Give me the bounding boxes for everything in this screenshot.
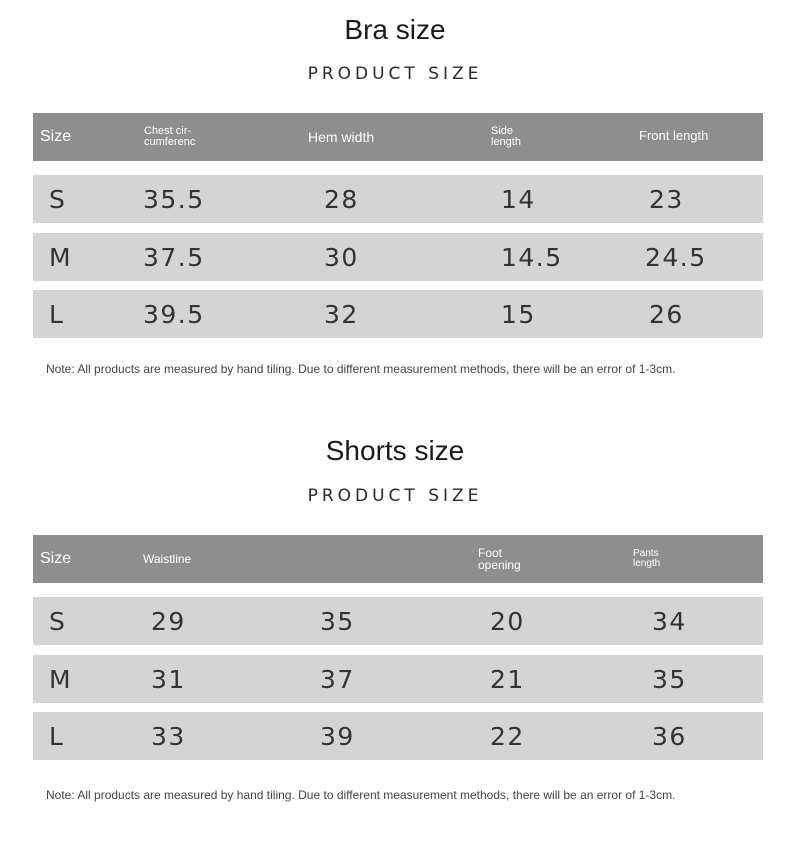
shorts-row-l — [33, 712, 763, 760]
header-size: Size — [40, 128, 72, 145]
row-size: L — [49, 721, 65, 751]
header-front-length: Front length — [639, 127, 709, 143]
row-waist: 29 — [151, 606, 186, 636]
row-pants: 36 — [652, 721, 687, 751]
row-foot: 22 — [490, 721, 525, 751]
row-hip: 39 — [320, 721, 355, 751]
header-size: Size — [40, 550, 72, 567]
header-pants-line2: length — [633, 558, 661, 569]
header-chest-circumference — [144, 113, 195, 161]
bra-row-s — [33, 175, 763, 223]
row-hip: 35 — [320, 606, 355, 636]
header-foot-line2: opening — [478, 558, 521, 572]
header-side-line2: length — [491, 136, 521, 148]
bra-row-l — [33, 290, 763, 338]
row-chest: 37.5 — [143, 242, 205, 272]
shorts-size-title: Shorts size — [325, 435, 465, 466]
row-foot: 21 — [490, 664, 525, 694]
row-side: 14 — [501, 184, 536, 214]
row-size: M — [49, 664, 73, 694]
header-side-length — [491, 113, 521, 161]
row-hem: 32 — [324, 299, 359, 329]
row-pants: 35 — [652, 664, 687, 694]
header-hem-width: Hem width — [308, 129, 375, 145]
header-foot-line1: Foot — [478, 546, 503, 560]
row-waist: 31 — [151, 664, 186, 694]
shorts-row-m — [33, 655, 763, 703]
row-chest: 39.5 — [143, 299, 205, 329]
row-front: 24.5 — [645, 242, 707, 272]
row-foot: 20 — [490, 606, 525, 636]
header-pants-line1: Pants — [633, 548, 659, 559]
row-size: S — [49, 184, 67, 214]
bra-measurement-note: Note: All products are measured by hand tiling. Due to different measurement methods, there will be an error of 1-3cm. — [46, 362, 676, 376]
shorts-table-header — [33, 535, 763, 583]
bra-table-header — [33, 113, 763, 161]
row-size: M — [49, 242, 73, 272]
row-chest: 35.5 — [143, 184, 205, 214]
shorts-product-size-subtitle: PRODUCT SIZE — [307, 486, 483, 506]
header-chest-line2: cumferenc — [144, 136, 196, 148]
header-foot-opening — [478, 535, 521, 583]
bra-size-title: Bra size — [344, 14, 446, 45]
row-side: 14.5 — [501, 242, 563, 272]
row-pants: 34 — [652, 606, 687, 636]
header-side-line1: Side — [491, 125, 514, 137]
header-waistline: Waistline — [143, 552, 192, 566]
row-hem: 28 — [324, 184, 359, 214]
header-chest-line1: Chest cir- — [144, 125, 192, 137]
bra-row-m — [33, 233, 763, 281]
bra-product-size-subtitle: PRODUCT SIZE — [307, 64, 483, 84]
shorts-row-s — [33, 597, 763, 645]
row-waist: 33 — [151, 721, 186, 751]
row-hem: 30 — [324, 242, 359, 272]
row-side: 15 — [501, 299, 536, 329]
row-size: S — [49, 606, 67, 636]
row-front: 26 — [649, 299, 684, 329]
row-hip: 37 — [320, 664, 355, 694]
shorts-measurement-note: Note: All products are measured by hand tiling. Due to different measurement methods, there will be an error of 1-3cm. — [46, 788, 676, 802]
row-front: 23 — [649, 184, 684, 214]
header-pants-length — [633, 535, 660, 583]
row-size: L — [49, 299, 65, 329]
